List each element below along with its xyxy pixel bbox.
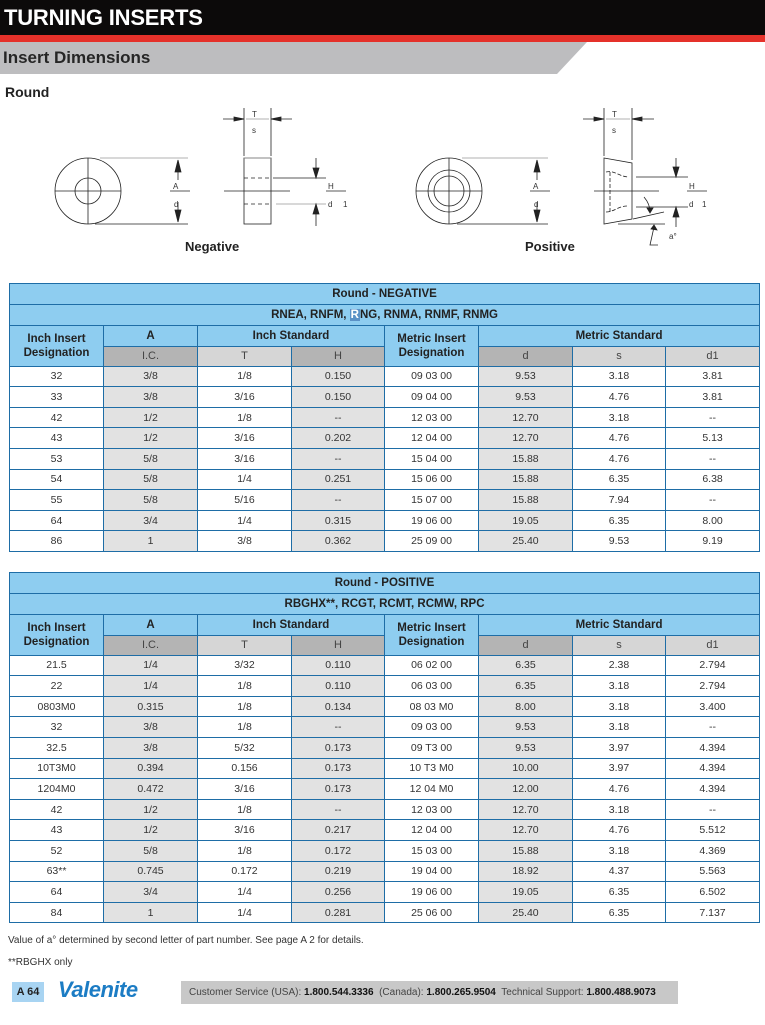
- table-row: [10, 655, 760, 676]
- cell-d: 12.70: [479, 428, 573, 449]
- cell-ic: 3/4: [104, 882, 198, 903]
- cell-h: 0.110: [292, 655, 385, 676]
- tech-label: Technical Support:: [495, 987, 587, 998]
- label-d1-d: d: [328, 200, 333, 209]
- cell-ic: 5/8: [104, 840, 198, 861]
- cell-d: 12.00: [479, 779, 573, 800]
- cell-d1: 6.502: [666, 882, 760, 903]
- table-row: [10, 510, 760, 531]
- cell-s: 3.18: [573, 407, 666, 428]
- cell-s: 6.35: [573, 902, 666, 923]
- col-H: H: [292, 635, 385, 655]
- cell-metric-designation: 08 03 M0: [385, 696, 479, 717]
- cell-t: 1/4: [198, 882, 292, 903]
- cell-metric-designation: 15 07 00: [385, 490, 479, 511]
- cell-t: 3/32: [198, 655, 292, 676]
- cell-s: 3.97: [573, 758, 666, 779]
- label-angle: a°: [669, 232, 677, 241]
- cell-d1: --: [666, 448, 760, 469]
- cell-ic: 1/4: [104, 655, 198, 676]
- cell-inch-designation: 52: [10, 840, 104, 861]
- cell-d: 10.00: [479, 758, 573, 779]
- cell-inch-designation: 32: [10, 717, 104, 738]
- cell-ic: 3/8: [104, 387, 198, 408]
- label-A: A: [533, 182, 539, 191]
- cell-h: 0.172: [292, 840, 385, 861]
- table-row: [10, 676, 760, 697]
- cell-h: 0.281: [292, 902, 385, 923]
- cell-ic: 5/8: [104, 490, 198, 511]
- cell-s: 3.97: [573, 737, 666, 758]
- col-inch-standard: Inch Standard: [198, 615, 385, 636]
- cell-inch-designation: 64: [10, 510, 104, 531]
- col-inch-standard: Inch Standard: [198, 326, 385, 347]
- cell-h: --: [292, 490, 385, 511]
- cell-inch-designation: 42: [10, 407, 104, 428]
- cell-h: 0.217: [292, 820, 385, 841]
- cell-s: 4.76: [573, 779, 666, 800]
- col-d: d: [479, 635, 573, 655]
- cell-h: 0.173: [292, 758, 385, 779]
- cs-usa-phone: 1.800.544.3336: [304, 987, 374, 998]
- negative-dimensions-table: [9, 283, 760, 552]
- cell-t: 5/32: [198, 737, 292, 758]
- cell-d1: 4.394: [666, 779, 760, 800]
- canada-label: (Canada):: [373, 987, 427, 998]
- cell-metric-designation: 06 02 00: [385, 655, 479, 676]
- cell-metric-designation: 10 T3 M0: [385, 758, 479, 779]
- cell-h: 0.110: [292, 676, 385, 697]
- cell-inch-designation: 21.5: [10, 655, 104, 676]
- cell-h: 0.150: [292, 387, 385, 408]
- cell-d1: 3.400: [666, 696, 760, 717]
- cell-d: 19.05: [479, 510, 573, 531]
- cell-d1: 4.369: [666, 840, 760, 861]
- cell-d1: --: [666, 717, 760, 738]
- cell-inch-designation: 10T3M0: [10, 758, 104, 779]
- cell-inch-designation: 84: [10, 902, 104, 923]
- cell-s: 3.18: [573, 366, 666, 387]
- tech-support-phone: 1.800.488.9073: [586, 987, 656, 998]
- cell-ic: 1/4: [104, 676, 198, 697]
- cell-t: 3/16: [198, 448, 292, 469]
- cell-d: 9.53: [479, 737, 573, 758]
- cell-d: 6.35: [479, 655, 573, 676]
- table-row: [10, 902, 760, 923]
- shape-label: Round: [5, 84, 50, 100]
- cell-inch-designation: 43: [10, 820, 104, 841]
- col-H: H: [292, 346, 385, 366]
- cell-metric-designation: 09 04 00: [385, 387, 479, 408]
- cell-d: 15.88: [479, 448, 573, 469]
- cell-metric-designation: 15 03 00: [385, 840, 479, 861]
- cell-d: 9.53: [479, 366, 573, 387]
- cell-s: 6.35: [573, 469, 666, 490]
- col-metric-standard: Metric Standard: [479, 615, 760, 636]
- negative-caption: Negative: [185, 239, 240, 254]
- cell-metric-designation: 25 09 00: [385, 531, 479, 552]
- cell-d: 15.88: [479, 469, 573, 490]
- cell-d1: 5.512: [666, 820, 760, 841]
- cell-d1: 7.137: [666, 902, 760, 923]
- cell-inch-designation: 63**: [10, 861, 104, 882]
- cell-d1: --: [666, 799, 760, 820]
- label-H: H: [689, 182, 695, 191]
- series-text-after: NG, RNMA, RNMF, RNMG: [359, 309, 498, 321]
- table-row: [10, 840, 760, 861]
- cell-d1: 5.563: [666, 861, 760, 882]
- cell-t: 3/16: [198, 820, 292, 841]
- table-row: [10, 531, 760, 552]
- cell-t: 0.156: [198, 758, 292, 779]
- cell-h: --: [292, 717, 385, 738]
- cell-t: 0.172: [198, 861, 292, 882]
- cell-ic: 1/2: [104, 407, 198, 428]
- cell-t: 1/8: [198, 407, 292, 428]
- label-d1-1: 1: [343, 200, 348, 209]
- cell-t: 3/8: [198, 531, 292, 552]
- col-metric-insert: Metric Insert Designation: [385, 615, 479, 656]
- cell-h: 0.173: [292, 779, 385, 800]
- cell-t: 5/16: [198, 490, 292, 511]
- cell-h: 0.251: [292, 469, 385, 490]
- table-title: Round - POSITIVE: [10, 573, 760, 594]
- accent-stripe: [0, 35, 765, 42]
- table-title: Round - NEGATIVE: [10, 284, 760, 305]
- col-d1: d1: [666, 635, 760, 655]
- cell-d1: 6.38: [666, 469, 760, 490]
- negative-diagram: [0, 100, 382, 270]
- cell-s: 4.76: [573, 428, 666, 449]
- cell-d1: 3.81: [666, 387, 760, 408]
- cell-ic: 0.745: [104, 861, 198, 882]
- cell-ic: 3/4: [104, 510, 198, 531]
- cell-d1: 9.19: [666, 531, 760, 552]
- cell-h: 0.256: [292, 882, 385, 903]
- cell-h: 0.173: [292, 737, 385, 758]
- positive-diagram: [382, 100, 765, 270]
- cell-d1: 4.394: [666, 758, 760, 779]
- cell-d: 6.35: [479, 676, 573, 697]
- series-list: [10, 594, 760, 615]
- page-number: A 64: [12, 982, 44, 1002]
- cell-s: 3.18: [573, 676, 666, 697]
- cell-s: 7.94: [573, 490, 666, 511]
- label-A: A: [173, 182, 179, 191]
- table-row: [10, 428, 760, 449]
- col-IC: I.C.: [104, 635, 198, 655]
- section-bar: [0, 42, 765, 74]
- cell-d: 19.05: [479, 882, 573, 903]
- cell-metric-designation: 09 T3 00: [385, 737, 479, 758]
- cell-h: 0.219: [292, 861, 385, 882]
- cell-h: --: [292, 448, 385, 469]
- cell-d1: --: [666, 407, 760, 428]
- cell-s: 3.18: [573, 717, 666, 738]
- table-row: [10, 448, 760, 469]
- cell-t: 3/16: [198, 387, 292, 408]
- series-text: RNEA, RNFM,: [271, 309, 350, 321]
- cell-d1: 8.00: [666, 510, 760, 531]
- cell-metric-designation: 19 06 00: [385, 882, 479, 903]
- cell-h: 0.150: [292, 366, 385, 387]
- series-list: [10, 305, 760, 326]
- col-inch-insert: Inch Insert Designation: [10, 326, 104, 367]
- cell-inch-designation: 64: [10, 882, 104, 903]
- cell-t: 3/16: [198, 428, 292, 449]
- label-d: d: [534, 200, 539, 209]
- cell-ic: 3/8: [104, 717, 198, 738]
- cell-d: 25.40: [479, 902, 573, 923]
- cell-metric-designation: 12 03 00: [385, 407, 479, 428]
- label-T: T: [612, 110, 617, 119]
- rbghx-note: **RBGHX only: [8, 957, 73, 968]
- cell-s: 4.76: [573, 448, 666, 469]
- table-row: [10, 799, 760, 820]
- cell-ic: 5/8: [104, 448, 198, 469]
- cell-inch-designation: 32: [10, 366, 104, 387]
- cell-metric-designation: 12 04 M0: [385, 779, 479, 800]
- top-title-bar: [0, 0, 765, 35]
- cell-d1: 2.794: [666, 676, 760, 697]
- cell-t: 1/8: [198, 696, 292, 717]
- cell-d1: 3.81: [666, 366, 760, 387]
- cell-ic: 1/2: [104, 428, 198, 449]
- col-d: d: [479, 346, 573, 366]
- label-d1-d: d: [689, 200, 694, 209]
- table-row: [10, 861, 760, 882]
- cell-metric-designation: 19 06 00: [385, 510, 479, 531]
- table-row: [10, 387, 760, 408]
- cell-inch-designation: 0803M0: [10, 696, 104, 717]
- cell-t: 1/8: [198, 717, 292, 738]
- series-highlight: R: [350, 309, 359, 321]
- cell-t: 1/4: [198, 902, 292, 923]
- cell-s: 3.18: [573, 696, 666, 717]
- cell-inch-designation: 32.5: [10, 737, 104, 758]
- cell-d: 8.00: [479, 696, 573, 717]
- cell-d: 9.53: [479, 717, 573, 738]
- cell-ic: 1: [104, 531, 198, 552]
- contact-bar: [181, 981, 678, 1004]
- cell-t: 1/4: [198, 469, 292, 490]
- table-row: [10, 737, 760, 758]
- cs-canada-phone: 1.800.265.9504: [426, 987, 496, 998]
- cell-d1: 2.794: [666, 655, 760, 676]
- cell-d1: 5.13: [666, 428, 760, 449]
- section-title: Insert Dimensions: [3, 48, 151, 67]
- cell-metric-designation: 12 04 00: [385, 428, 479, 449]
- label-s: s: [252, 126, 256, 135]
- cell-inch-designation: 55: [10, 490, 104, 511]
- table-row: [10, 882, 760, 903]
- cell-metric-designation: 12 03 00: [385, 799, 479, 820]
- cell-ic: 3/8: [104, 737, 198, 758]
- table-row: [10, 758, 760, 779]
- cell-s: 2.38: [573, 655, 666, 676]
- cell-s: 4.76: [573, 820, 666, 841]
- cell-ic: 0.472: [104, 779, 198, 800]
- col-metric-insert: Metric Insert Designation: [385, 326, 479, 367]
- cell-d: 9.53: [479, 387, 573, 408]
- cell-metric-designation: 15 06 00: [385, 469, 479, 490]
- cell-h: --: [292, 799, 385, 820]
- angle-note: Value of a° determined by second letter of part number. See page A 2 for details.: [8, 935, 364, 946]
- cell-ic: 1/2: [104, 820, 198, 841]
- table-row: [10, 469, 760, 490]
- positive-caption: Positive: [525, 239, 575, 254]
- table-row: [10, 779, 760, 800]
- cell-d: 12.70: [479, 407, 573, 428]
- col-s: s: [573, 635, 666, 655]
- table-row: [10, 820, 760, 841]
- cell-t: 1/8: [198, 366, 292, 387]
- label-d1-1: 1: [702, 200, 707, 209]
- cell-d1: 4.394: [666, 737, 760, 758]
- cell-s: 3.18: [573, 840, 666, 861]
- cell-d: 12.70: [479, 799, 573, 820]
- cell-metric-designation: 06 03 00: [385, 676, 479, 697]
- cell-s: 3.18: [573, 799, 666, 820]
- cell-inch-designation: 22: [10, 676, 104, 697]
- cell-t: 3/16: [198, 779, 292, 800]
- cell-inch-designation: 42: [10, 799, 104, 820]
- label-T: T: [252, 110, 257, 119]
- table-row: [10, 490, 760, 511]
- table-row: [10, 366, 760, 387]
- col-A: A: [104, 615, 198, 636]
- page-title: TURNING INSERTS: [4, 5, 203, 30]
- cell-d: 25.40: [479, 531, 573, 552]
- cell-s: 6.35: [573, 882, 666, 903]
- label-H: H: [328, 182, 334, 191]
- cell-s: 4.76: [573, 387, 666, 408]
- cell-metric-designation: 09 03 00: [385, 366, 479, 387]
- cell-inch-designation: 86: [10, 531, 104, 552]
- cell-inch-designation: 33: [10, 387, 104, 408]
- col-T: T: [198, 346, 292, 366]
- cell-h: 0.362: [292, 531, 385, 552]
- cell-inch-designation: 43: [10, 428, 104, 449]
- cell-h: 0.315: [292, 510, 385, 531]
- col-T: T: [198, 635, 292, 655]
- cell-t: 1/8: [198, 799, 292, 820]
- cell-metric-designation: 15 04 00: [385, 448, 479, 469]
- cell-inch-designation: 1204M0: [10, 779, 104, 800]
- cell-ic: 5/8: [104, 469, 198, 490]
- cell-ic: 1: [104, 902, 198, 923]
- cell-ic: 0.394: [104, 758, 198, 779]
- cell-ic: 3/8: [104, 366, 198, 387]
- cell-d1: --: [666, 490, 760, 511]
- cell-s: 9.53: [573, 531, 666, 552]
- cell-t: 1/4: [198, 510, 292, 531]
- cell-metric-designation: 09 03 00: [385, 717, 479, 738]
- cell-h: 0.134: [292, 696, 385, 717]
- cell-s: 6.35: [573, 510, 666, 531]
- cell-h: --: [292, 407, 385, 428]
- cell-metric-designation: 19 04 00: [385, 861, 479, 882]
- table-row: [10, 696, 760, 717]
- cell-inch-designation: 54: [10, 469, 104, 490]
- cell-s: 4.37: [573, 861, 666, 882]
- brand-logo: Valenite: [58, 977, 138, 1002]
- cell-h: 0.202: [292, 428, 385, 449]
- cell-ic: 1/2: [104, 799, 198, 820]
- cell-ic: 0.315: [104, 696, 198, 717]
- col-IC: I.C.: [104, 346, 198, 366]
- table-row: [10, 717, 760, 738]
- cell-t: 1/8: [198, 840, 292, 861]
- col-inch-insert: Inch Insert Designation: [10, 615, 104, 656]
- series-text: RBGHX**, RCGT, RCMT, RCMW, RPC: [284, 598, 485, 610]
- cell-metric-designation: 12 04 00: [385, 820, 479, 841]
- positive-dimensions-table: [9, 572, 760, 923]
- cell-d: 18.92: [479, 861, 573, 882]
- cell-inch-designation: 53: [10, 448, 104, 469]
- cell-d: 15.88: [479, 490, 573, 511]
- label-d: d: [174, 200, 179, 209]
- cell-metric-designation: 25 06 00: [385, 902, 479, 923]
- col-d1: d1: [666, 346, 760, 366]
- cs-label: Customer Service (USA):: [189, 987, 305, 998]
- cell-t: 1/8: [198, 676, 292, 697]
- table-row: [10, 407, 760, 428]
- col-s: s: [573, 346, 666, 366]
- col-A: A: [104, 326, 198, 347]
- col-metric-standard: Metric Standard: [479, 326, 760, 347]
- cell-d: 12.70: [479, 820, 573, 841]
- cell-d: 15.88: [479, 840, 573, 861]
- label-s: s: [612, 126, 616, 135]
